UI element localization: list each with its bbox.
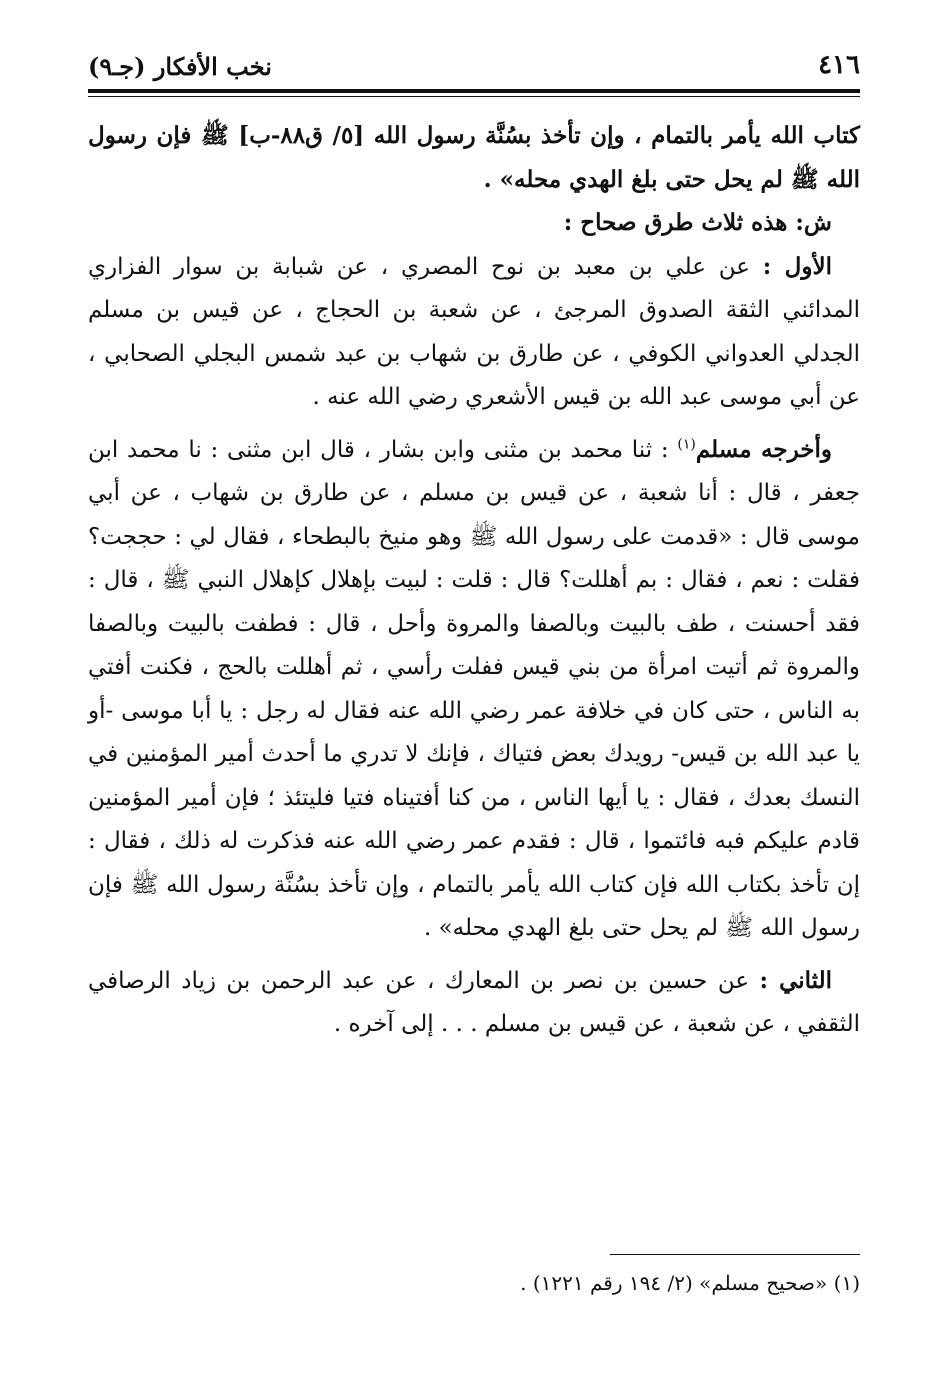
second-chain-paragraph	[88, 959, 860, 1047]
first-lead: الأول :	[762, 252, 833, 280]
page-body	[88, 114, 860, 1047]
second-chain-text: عن حسين بن نصر بن المعارك ، عن عبد الرحمن بن زياد الرصافي الثقفي ، عن شعبة ، عن قيس بن مسلم . . . إلى آخره .	[88, 967, 860, 1037]
footnote-rule	[610, 1254, 860, 1255]
header-rule-thin	[88, 96, 860, 97]
book-title: نخب الأفكار (جـ٩)	[88, 52, 272, 81]
opening-quote: كتاب الله يأمر بالتمام ، وإن تأخذ بسُنَّة رسول الله [٥/ ق٨٨-ب] ﷺ فإن رسول الله ﷺ لم يحل حتى بلغ الهدي محله» .	[88, 122, 860, 193]
section-heading: ش: هذه ثلاث طرق صحاح :	[563, 209, 832, 236]
muslim-lead: وأخرجه مسلم	[695, 435, 832, 463]
footnote: (١) «صحيح مسلم» (٢/ ١٩٤ رقم ١٢٢١) .	[520, 1271, 860, 1295]
footnote-reference[interactable]: (١)	[677, 435, 696, 452]
first-chain-text: عن علي بن معبد بن نوح المصري ، عن شبابة بن سوار الفزاري المدائني الثقة الصدوق المرجئ ، عن شعبة بن الحجاج ، عن قيس بن مسلم الجدلي العدواني الكوفي ، عن طارق بن شهاب بن عبد شمس البجلي الصحابي ، عن أبي موسى عبد الله بن قيس الأشعري رضي الله عنه .	[88, 253, 861, 410]
muslim-paragraph	[88, 428, 860, 951]
second-lead: الثاني :	[759, 966, 833, 994]
first-chain-paragraph	[88, 245, 860, 420]
page-number: ٤١٦	[818, 50, 860, 80]
muslim-text: : ثنا محمد بن مثنى وابن بشار ، قال ابن مثنى : نا محمد ابن جعفر ، قال : أنا شعبة ، عن قيس بن مسلم ، عن طارق بن شهاب ، عن أبي موسى قال : «قدمت على رسول الله ﷺ وهو منيخ بالبطحاء ، فقال لي : حججت؟ فقلت : نعم ، فقال : بم أهللت؟ قال : قلت : لبيت بإهلال كإهلال النبي ﷺ ، قال : فقد أحسنت ، طف بالبيت وبالصفا والمروة وأحل ، قال : فطفت بالبيت وبالصفا والمروة ثم أتيت امرأة من بني قيس ففلت رأسي ، ثم أهللت بالحج ، فكنت أفتي به الناس ، حتى كان في خلافة عمر رضي الله عنه فقال له رجل : يا أبا موسى -أو يا عبد الله بن قيس- رويدك بعض فتياك ، فإنك لا تدري ما أحدث أمير المؤمنين في النسك بعدك ، فقال : يا أيها الناس ، من كنا أفتيناه فتيا فليتئذ ؛ فإن أمير المؤمنين قادم عليكم فبه فائتموا ، قال : فقدم عمر رضي الله عنه فذكرت له ذلك ، فقال : إن تأخذ بكتاب الله فإن كتاب الله يأمر بالتمام ، وإن تأخذ بسُنَّة رسول الله ﷺ فإن رسول الله ﷺ لم يحل حتى بلغ الهدي محله» .	[88, 436, 860, 941]
page-header	[88, 50, 860, 90]
header-rule	[88, 89, 860, 93]
